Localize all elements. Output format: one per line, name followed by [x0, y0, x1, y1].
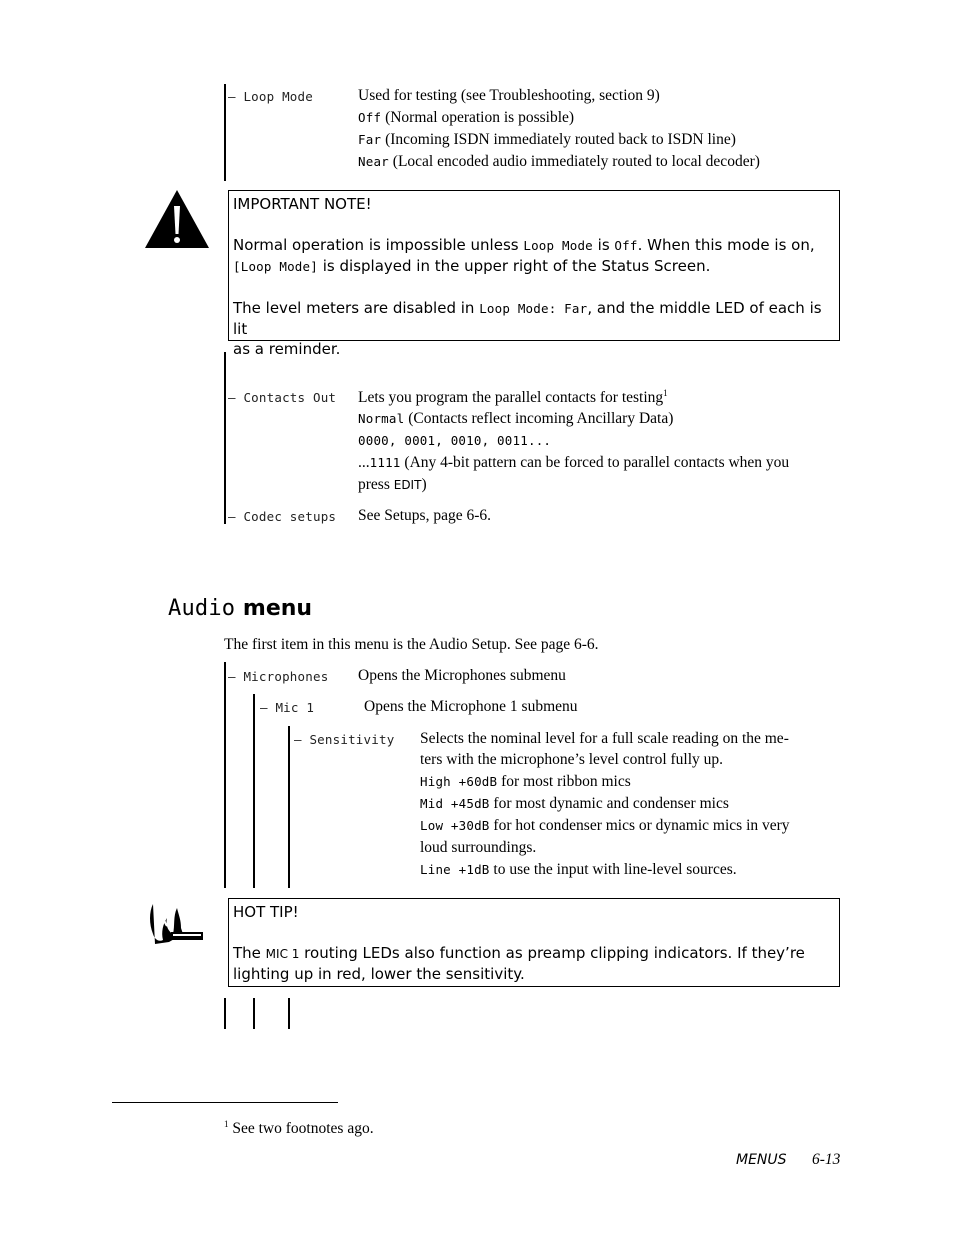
- contacts-out-desc: Lets you program the parallel contacts for testing$^1$: [358, 388, 668, 407]
- contacts-out-option-normal: Normal (Contacts reflect incoming Ancillary Data): [358, 410, 674, 427]
- loop-mode-option-near: Near (Local encoded audio immediately routed to local decoder): [358, 153, 760, 170]
- important-note-paragraph: [Loop Mode] is displayed in the upper right of the Status Screen.: [233, 257, 711, 275]
- warning-triangle-icon: [143, 188, 211, 250]
- sensitivity-desc: ters with the microphone’s level control fully up.: [420, 751, 724, 768]
- codec-setups-desc: See Setups, page 6-6.: [358, 507, 492, 524]
- footer-page-number: 6-13: [812, 1151, 841, 1168]
- hot-tip-paragraph: The MIC 1 routing LEDs also function as preamp clipping indicators. If they’re: [233, 944, 805, 962]
- sensitivity-option-mid: Mid +45dB for most dynamic and condenser mics: [420, 795, 729, 812]
- contacts-out-patterns: 0000, 0001, 0010, 0011...: [358, 433, 552, 448]
- important-note-paragraph: Normal operation is impossible unless Loop Mode is Off. When this mode is on,: [233, 236, 815, 254]
- important-note-paragraph: as a reminder.: [233, 340, 341, 358]
- microphones-desc: Opens the Microphones submenu: [358, 667, 566, 684]
- tree-line: [288, 726, 290, 888]
- important-note-box: [228, 190, 840, 358]
- contacts-out-label: — Contacts Out: [228, 390, 337, 405]
- contacts-out-pattern-last-cont: press EDIT): [358, 476, 427, 493]
- mic1-label: — Mic 1: [260, 700, 315, 715]
- tree-line: [224, 84, 226, 181]
- contacts-out-pattern-last: ...1111 (Any 4-bit pattern can be forced to parallel contacts when you: [358, 454, 790, 471]
- section-intro: The first item in this menu is the Audio Setup. See page 6-6.: [224, 636, 599, 653]
- loop-mode-option-far: Far (Incoming ISDN immediately routed back to ISDN line): [358, 131, 736, 148]
- tree-line: [224, 998, 226, 1029]
- loop-mode-desc: Used for testing (see Troubleshooting, section 9): [358, 87, 660, 104]
- footnote-ref: 1: [663, 388, 668, 398]
- tree-line: [253, 694, 255, 888]
- footnote: $^1$ See two footnotes ago.: [224, 1119, 374, 1138]
- tree-line: [224, 662, 226, 888]
- sensitivity-option-low-cont: loud surroundings.: [420, 839, 537, 856]
- microphones-label: — Microphones: [228, 669, 329, 684]
- important-note-title: IMPORTANT NOTE!: [233, 195, 372, 213]
- sensitivity-option-high: High +60dB for most ribbon mics: [420, 773, 631, 790]
- loop-mode-label: — Loop Mode: [228, 89, 313, 104]
- sensitivity-option-low: Low +30dB for hot condenser mics or dynamic mics in very: [420, 817, 790, 834]
- codec-setups-label: — Codec setups: [228, 509, 337, 524]
- loop-mode-option-off: Off (Normal operation is possible): [358, 109, 575, 126]
- sensitivity-label: — Sensitivity: [294, 732, 395, 747]
- mic1-desc: Opens the Microphone 1 submenu: [364, 698, 578, 715]
- sensitivity-desc: Selects the nominal level for a full scale reading on the me-: [420, 730, 789, 747]
- sensitivity-option-line: Line +1dB to use the input with line-level sources.: [420, 861, 737, 878]
- section-heading: Audio menu: [168, 596, 313, 621]
- hot-tip-title: HOT TIP!: [233, 903, 299, 921]
- flaming-hand-icon: [145, 898, 205, 948]
- tree-line: [288, 998, 290, 1029]
- tree-line: [253, 998, 255, 1029]
- hot-tip-paragraph: lighting up in red, lower the sensitivity.: [233, 965, 525, 983]
- tree-line: [224, 352, 226, 524]
- hot-tip-box: [228, 898, 840, 987]
- footnote-rule: [112, 1102, 338, 1103]
- footer-section: MENUS: [736, 1152, 787, 1168]
- important-note-paragraph: The level meters are disabled in Loop Mode: Far, and the middle LED of each is lit: [233, 299, 822, 338]
